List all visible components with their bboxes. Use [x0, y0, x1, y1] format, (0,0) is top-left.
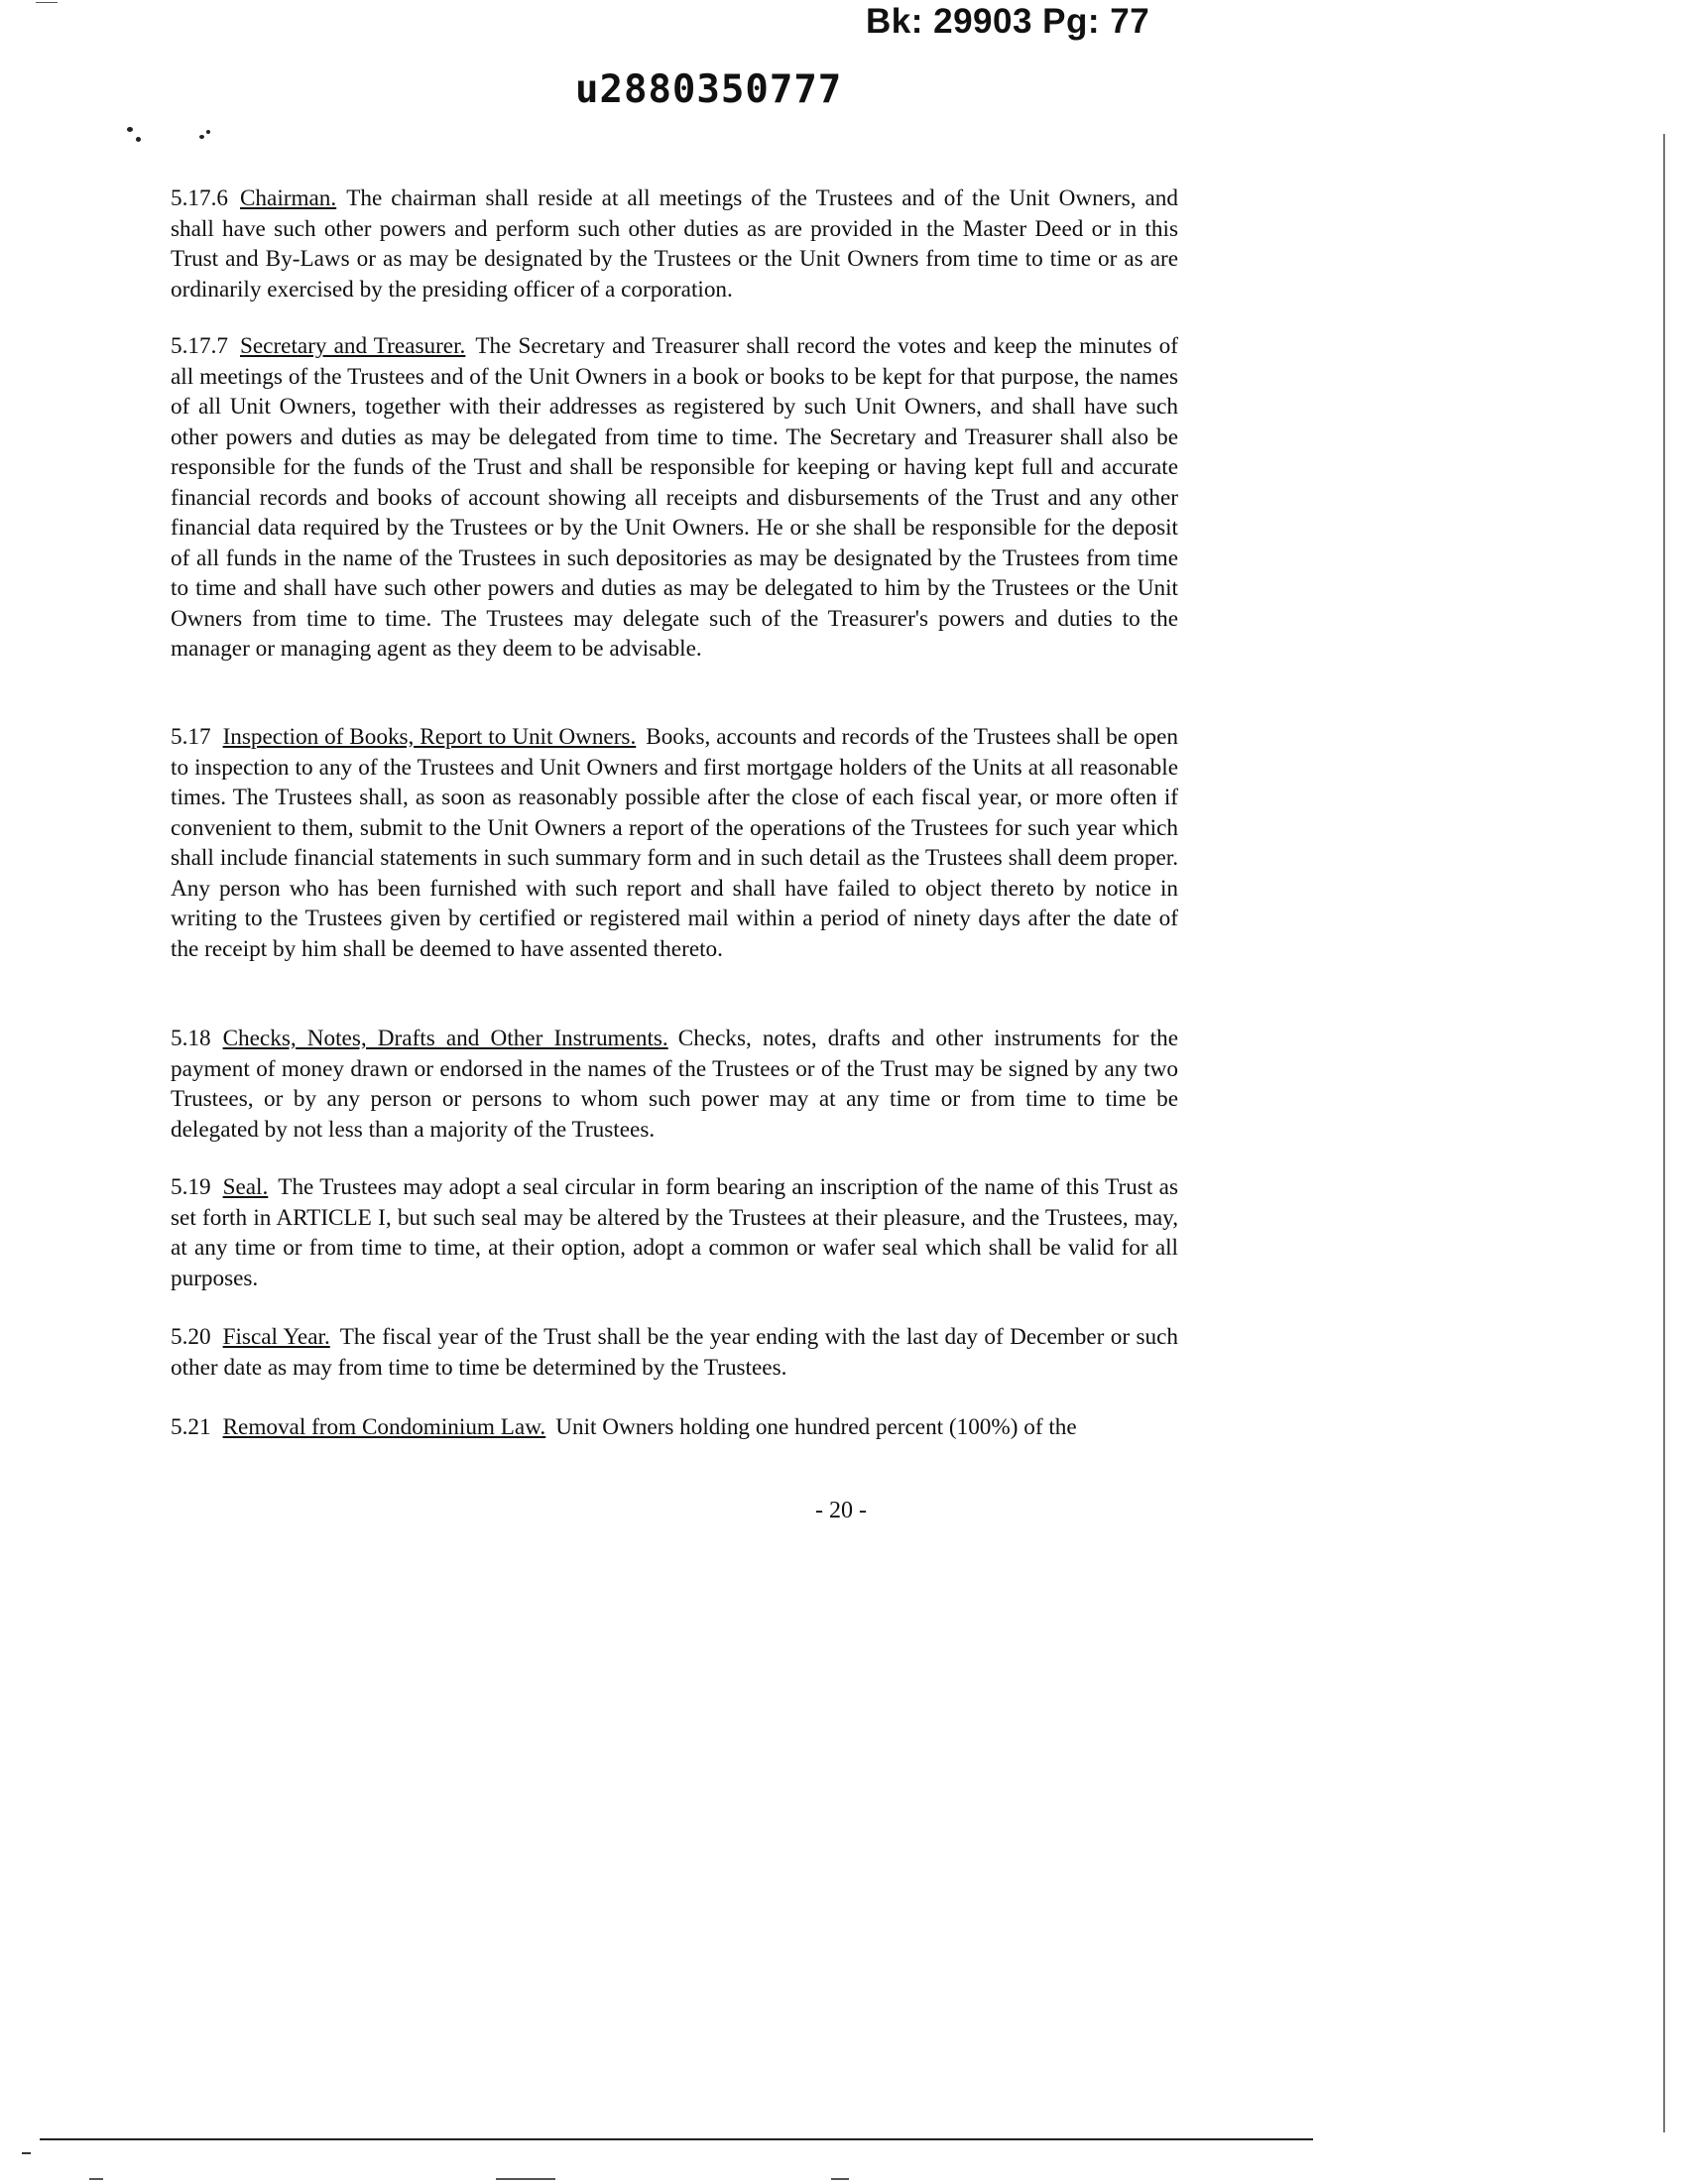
section-5-21-removal-from-condominium-law — [171, 1412, 1178, 1443]
section-number: 5.17.6 — [171, 185, 228, 211]
footer-rule — [40, 2138, 1313, 2140]
section-5-18-checks-notes — [171, 1024, 1178, 1145]
section-text: Checks, notes, drafts and other instruments for the payment of money drawn or endorsed in the names of the Trustees or of the Trust may be signed by any two Trustees, or by any person or persons to whom such power may at any time or from time to time be delegated by not less than a majority of the Trustees. — [171, 1026, 1178, 1143]
section-heading: Checks, Notes, Drafts and Other Instruments. — [222, 1026, 668, 1051]
section-text: The Trustees may adopt a seal circular in form bearing an inscription of the name of this Trust as set forth in ARTICLE I, but such seal may be altered by the Trustees at their pleasure, and the Trustees, may, at any time or from time to time, at their option, adopt a common or wafer seal which shall be valid for all purposes. — [171, 1174, 1178, 1291]
section-heading: Fiscal Year. — [222, 1324, 330, 1350]
section-number: 5.17 — [171, 724, 211, 750]
scan-mark — [36, 2, 58, 3]
footer-mark — [22, 2152, 31, 2154]
section-5-19-seal — [171, 1172, 1178, 1293]
scan-speck — [127, 127, 133, 132]
document-number-stamp: u2880350777 — [575, 67, 843, 112]
section-5-17-6-chairman — [171, 183, 1178, 304]
section-heading: Seal. — [222, 1174, 269, 1200]
section-text: The Secretary and Treasurer shall record the votes and keep the minutes of all meetings of the Trustees and of the Unit Owners in a book or books to be kept for that purpose, the names of all Unit Owners, together with their addresses as registered by such Unit Owners, and shall have such other powers and duties as may be delegated from time to time. The Secretary and Treasurer shall also be responsible for the funds of the Trust and shall be responsible for keeping or having kept full and accurate financial records and books of account showing all receipts and disbursements of the Trust and any other financial data required by the Trustees or by the Unit Owners. He or she shall be responsible for the deposit of all funds in the name of the Trustees in such depositories as may be designated by the Trustees from time to time and shall have such other powers and duties as may be delegated to him by the Trustees or the Unit Owners from time to time. The Trustees may delegate such of the Treasurer's powers and duties to the manager or managing agent as they deem to be advisable. — [171, 333, 1178, 662]
book-page-reference: Bk: 29903 Pg: 77 — [866, 2, 1150, 41]
section-heading: Removal from Condominium Law. — [222, 1414, 546, 1440]
section-number: 5.18 — [171, 1026, 211, 1051]
section-heading: Inspection of Books, Report to Unit Owners. — [222, 724, 637, 750]
right-margin-rule — [1663, 134, 1665, 2132]
scan-speck — [206, 130, 210, 134]
section-number: 5.20 — [171, 1324, 211, 1350]
scan-mark — [89, 2178, 103, 2180]
scan-speck — [199, 135, 204, 139]
scan-speck — [136, 137, 141, 142]
section-text: The fiscal year of the Trust shall be the year ending with the last day of December or such other date as may from time to time be determined by the Trustees. — [171, 1324, 1178, 1381]
section-5-17-inspection-of-books — [171, 722, 1178, 964]
section-text: Books, accounts and records of the Trustees shall be open to inspection to any of the Trustees and Unit Owners and first mortgage holders of the Units at all reasonable times. The Trustees shall, as soon as reasonably possible after the close of each fiscal year, or more often if convenient to them, submit to the Unit Owners a report of the operations of the Trustees for such year which shall include financial statements in such summary form and in such detail as the Trustees shall deem proper. Any person who has been furnished with such report and shall have failed to object thereto by notice in writing to the Trustees given by certified or registered mail within a period of ninety days after the date of the receipt by him shall be deemed to have assented thereto. — [171, 724, 1178, 962]
section-number: 5.19 — [171, 1174, 211, 1200]
section-heading: Secretary and Treasurer. — [239, 333, 466, 359]
section-number: 5.17.7 — [171, 333, 228, 359]
section-text: The chairman shall reside at all meetings of the Trustees and of the Unit Owners, and shall have such other powers and perform such other duties as are provided in the Master Deed or in this Trust and By-Laws or as may be designated by the Trustees or the Unit Owners from time to time or as are ordinarily exercised by the presiding officer of a corporation. — [171, 185, 1178, 303]
section-heading: Chairman. — [239, 185, 337, 211]
scan-mark — [496, 2178, 555, 2180]
scan-mark — [831, 2178, 849, 2180]
section-5-17-7-secretary-treasurer — [171, 331, 1178, 665]
page-number: - 20 - — [815, 1498, 867, 1523]
section-text: Unit Owners holding one hundred percent (100%) of the — [555, 1414, 1077, 1440]
section-5-20-fiscal-year — [171, 1322, 1178, 1383]
section-number: 5.21 — [171, 1414, 211, 1440]
